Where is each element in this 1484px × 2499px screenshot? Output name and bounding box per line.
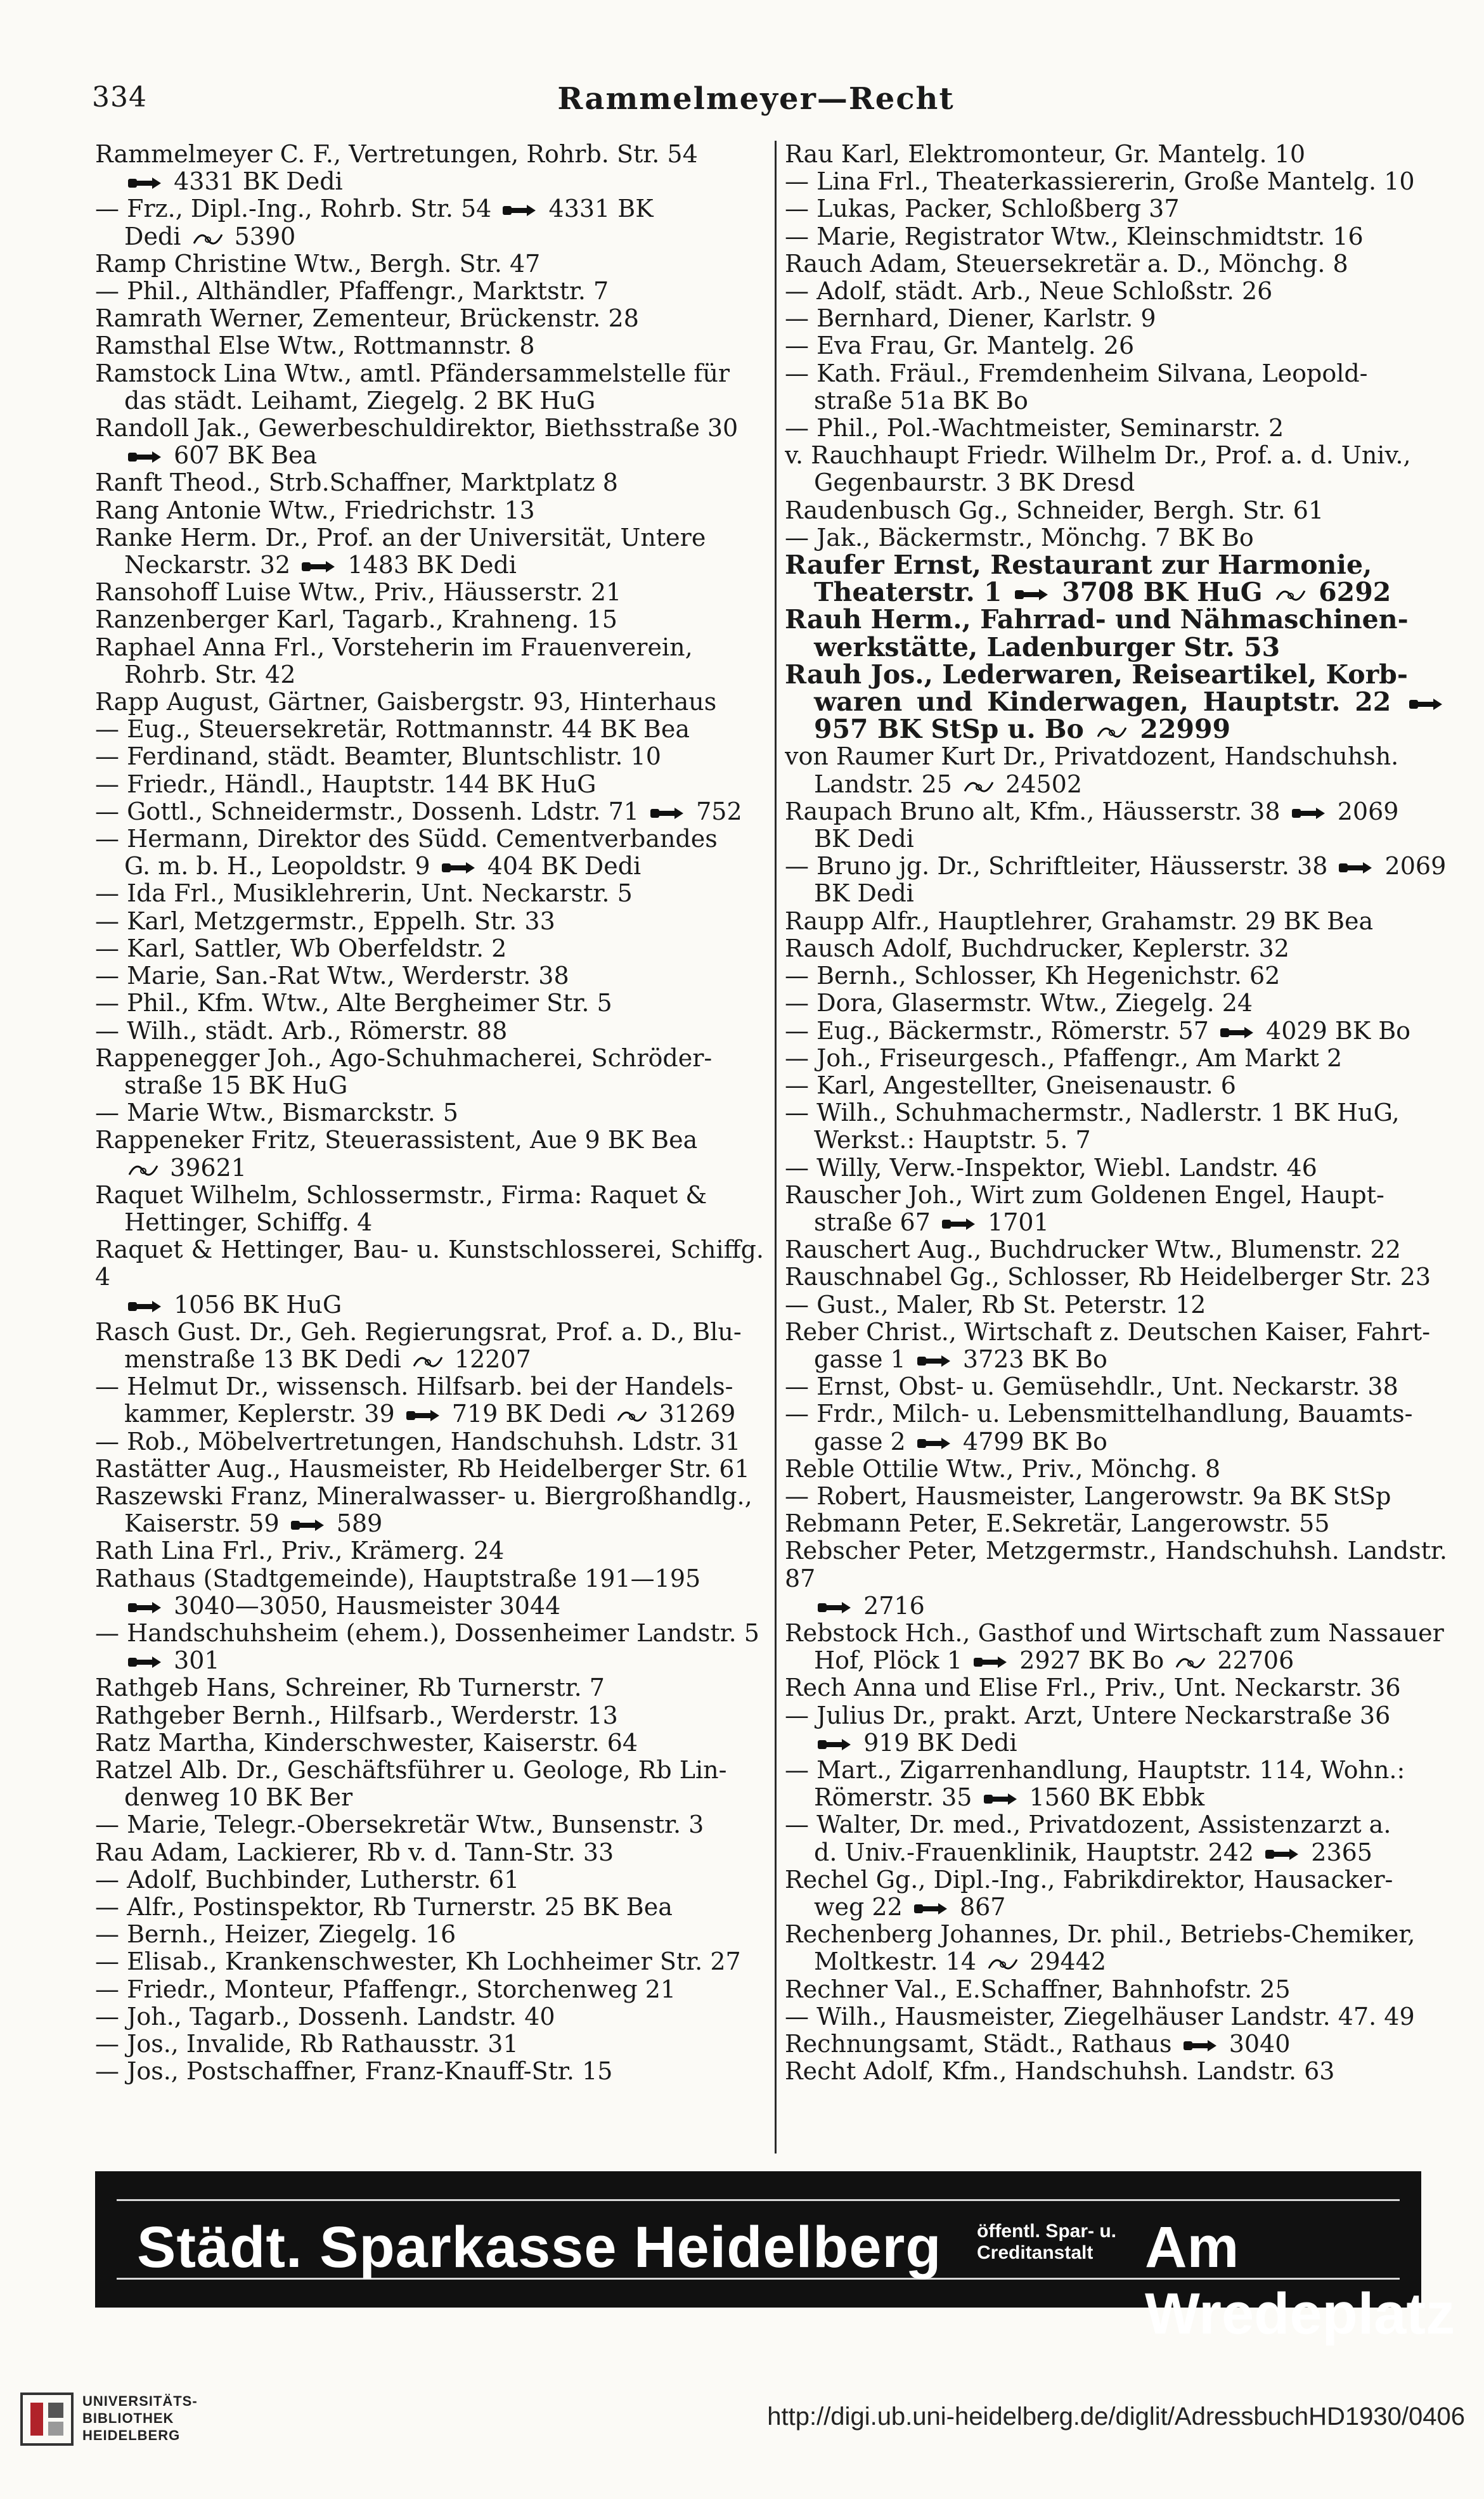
entry-continuation: Römerstr. 35 1560 BK Ebbk — [814, 1783, 1205, 1812]
telephone-icon — [1184, 2038, 1218, 2053]
directory-entry — [95, 798, 764, 825]
entry-continuation: Werkst.: Hauptstr. 5. 7 — [814, 1126, 1091, 1154]
postal-check-icon — [1275, 587, 1306, 604]
entry-text: — Julius Dr., prakt. Arzt, Untere Neckarstraße 36 — [785, 1701, 1391, 1729]
directory-entry — [95, 743, 764, 770]
directory-entry — [95, 1127, 764, 1181]
directory-entry — [785, 798, 1447, 853]
directory-entry — [785, 1182, 1447, 1236]
entry-continuation: BK Dedi — [814, 825, 914, 853]
directory-entry — [785, 415, 1447, 442]
directory-entry — [95, 1182, 764, 1236]
directory-entry — [785, 606, 1447, 661]
directory-entry — [95, 935, 764, 962]
directory-entry — [785, 250, 1447, 278]
entry-text: Ranft Theod., Strb.Schaffner, Marktplatz 8 — [95, 468, 618, 497]
entry-continuation: Dedi 5390 — [124, 222, 296, 250]
entry-text: — Jak., Bäckermstr., Mönchg. 7 BK Bo — [785, 523, 1254, 552]
directory-entry — [95, 1702, 764, 1729]
entry-text: Rausch Adolf, Buchdrucker, Keplerstr. 32 — [785, 934, 1289, 962]
entry-text: Rath Lina Frl., Priv., Krämerg. 24 — [95, 1537, 505, 1565]
entry-text: Ramstock Lina Wtw., amtl. Pfändersammelstelle für — [95, 359, 730, 387]
entry-text: — Karl, Sattler, Wb Oberfeldstr. 2 — [95, 934, 507, 962]
entry-continuation: straße 15 BK HuG — [124, 1071, 348, 1099]
entry-text: — Adolf, städt. Arb., Neue Schloßstr. 26 — [785, 277, 1273, 306]
directory-entry — [95, 825, 764, 880]
entry-text: Rastätter Aug., Hausmeister, Rb Heidelberger Str. 61 — [95, 1454, 750, 1483]
entry-text: — Ferdinand, städt. Beamter, Bluntschlistr. 10 — [95, 742, 661, 771]
directory-entry — [785, 1976, 1447, 2003]
entry-text: Randoll Jak., Gewerbeschuldirektor, Biethsstraße 30 — [95, 414, 739, 442]
entry-continuation: werkstätte, Ladenburger Str. 53 — [814, 631, 1281, 662]
telephone-icon — [128, 1299, 162, 1314]
entry-continuation: gasse 1 3723 BK Bo — [814, 1345, 1107, 1373]
directory-entry — [95, 688, 764, 716]
entry-continuation: Landstr. 25 24502 — [814, 770, 1083, 798]
telephone-icon — [128, 176, 162, 191]
entry-text: Rang Antonie Wtw., Friedrichstr. 13 — [95, 496, 535, 524]
directory-entry — [785, 1099, 1447, 1154]
entry-text: — Jos., Postschaffner, Franz-Knauff-Str. 15 — [95, 2057, 613, 2086]
directory-entry — [785, 360, 1447, 415]
directory-entry — [95, 1236, 764, 1319]
telephone-icon — [406, 1408, 441, 1423]
entry-text: — Lina Frl., Theaterkassiererin, Große Mantelg. 10 — [785, 167, 1415, 196]
entry-text: Rechel Gg., Dipl.-Ing., Fabrikdirektor, Hausacker- — [785, 1865, 1393, 1894]
telephone-icon — [818, 1737, 852, 1752]
directory-entry — [95, 524, 764, 579]
entry-text: — Hermann, Direktor des Südd. Cementverbandes — [95, 825, 718, 853]
entry-continuation: das städt. Leihamt, Ziegelg. 2 BK HuG — [124, 386, 596, 415]
directory-entry — [785, 442, 1447, 496]
entry-continuation: 39621 — [95, 1154, 764, 1182]
postal-check-icon — [617, 1408, 647, 1424]
directory-entry — [95, 1811, 764, 1838]
entry-continuation: Hof, Plöck 1 2927 BK Bo 22706 — [814, 1646, 1294, 1675]
entry-text: Raphael Anna Frl., Vorsteherin im Frauenverein, — [95, 633, 693, 661]
entry-text: — Elisab., Krankenschwester, Kh Lochheimer Str. 27 — [95, 1947, 741, 1976]
entry-text: — Alfr., Postinspektor, Rb Turnerstr. 25 BK Bea — [95, 1893, 673, 1921]
entry-text: Rech Anna und Elise Frl., Priv., Unt. Neckarstr. 36 — [785, 1674, 1401, 1702]
directory-entry — [95, 1319, 764, 1373]
entry-text: Rapp August, Gärtner, Gaisbergstr. 93, Hinterhaus — [95, 688, 717, 716]
banner-name: Städt. Sparkasse Heidelberg — [137, 2215, 942, 2280]
entry-text: Reber Christ., Wirtschaft z. Deutschen Kaiser, Fahrt- — [785, 1317, 1431, 1346]
directory-entry — [785, 1456, 1447, 1483]
directory-entry — [785, 168, 1447, 195]
directory-entry — [95, 1537, 764, 1565]
directory-entry — [785, 1154, 1447, 1182]
directory-entry — [95, 1373, 764, 1428]
directory-entry — [95, 1483, 764, 1537]
entry-text: Rauh Herm., Fahrrad- und Nähmaschinen- — [785, 604, 1409, 635]
directory-entry — [95, 1620, 764, 1674]
directory-entry — [785, 1510, 1447, 1537]
directory-entry — [785, 1702, 1447, 1757]
telephone-icon — [974, 1655, 1008, 1670]
directory-entry — [95, 908, 764, 935]
postal-check-icon — [193, 231, 223, 247]
page-header — [92, 81, 1420, 126]
directory-entry — [785, 1319, 1447, 1373]
directory-entry — [785, 2003, 1447, 2031]
directory-entry — [785, 332, 1447, 359]
entry-continuation: 1056 BK HuG — [95, 1291, 764, 1319]
entry-text: — Phil., Althändler, Pfaffengr., Marktstr. 7 — [95, 277, 609, 306]
banner-subtitle — [977, 2221, 1129, 2264]
entry-text: Rebstock Hch., Gasthof und Wirtschaft zum Nassauer — [785, 1618, 1444, 1647]
entry-continuation: d. Univ.-Frauenklinik, Hauptstr. 242 2365 — [814, 1838, 1372, 1866]
directory-entry — [785, 1620, 1447, 1674]
telephone-icon — [1265, 1847, 1300, 1862]
entry-text: — Handschuhsheim (ehem.), Dossenheimer Landstr. 5 — [95, 1618, 759, 1647]
entry-text: — Eug., Bäckermstr., Römerstr. 57 4029 BK Bo — [785, 1016, 1411, 1045]
entry-text: — Helmut Dr., wissensch. Hilfsarb. bei der Handels- — [95, 1372, 733, 1401]
directory-entry — [785, 223, 1447, 250]
entry-text: — Frz., Dipl.-Ing., Rohrb. Str. 54 4331 BK — [95, 195, 654, 223]
directory-entry — [785, 195, 1447, 223]
directory-entry — [785, 1757, 1447, 1811]
entry-text: — Eug., Steuersekretär, Rottmannstr. 44 BK Bea — [95, 715, 690, 744]
directory-entry — [785, 1263, 1447, 1291]
logo-line-2: BIBLIOTHEK — [82, 2410, 174, 2426]
directory-entry — [95, 1729, 764, 1757]
entry-continuation: BK Dedi — [814, 879, 914, 908]
directory-entry — [785, 743, 1447, 797]
postal-check-icon — [413, 1353, 443, 1370]
directory-entry — [95, 1045, 764, 1099]
logo-line-3: HEIDELBERG — [82, 2427, 181, 2443]
telephone-icon — [917, 1353, 952, 1369]
directory-entry — [785, 1236, 1447, 1263]
entry-text: Rathaus (Stadtgemeinde), Hauptstraße 191—195 — [95, 1564, 701, 1592]
telephone-icon — [917, 1436, 952, 1451]
library-logo — [19, 2379, 222, 2474]
entry-continuation: 919 BK Dedi — [785, 1729, 1447, 1757]
sparkasse-advertisement — [95, 2171, 1455, 2346]
entry-continuation: 4331 BK Dedi — [95, 168, 764, 195]
directory-entry — [785, 853, 1447, 907]
entry-continuation: Hettinger, Schiffg. 4 — [124, 1208, 373, 1236]
entry-text: — Mart., Zigarrenhandlung, Hauptstr. 114, Wohn.: — [785, 1755, 1405, 1784]
entry-text: — Willy, Verw.-Inspektor, Wiebl. Landstr. 46 — [785, 1153, 1317, 1182]
entry-text: — Bernh., Heizer, Ziegelg. 16 — [95, 1920, 456, 1949]
entry-text: — Wilh., Schuhmachermstr., Nadlerstr. 1 BK HuG, — [785, 1099, 1400, 1127]
directory-entry — [785, 1866, 1447, 1921]
entry-text: — Lukas, Packer, Schloßberg 37 — [785, 195, 1180, 223]
directory-entry — [95, 332, 764, 359]
entry-continuation: 3040—3050, Hausmeister 3044 — [95, 1592, 764, 1620]
banner-subtitle-line2: Creditanstalt — [977, 2242, 1094, 2263]
entry-continuation: Rohrb. Str. 42 — [124, 660, 296, 688]
directory-entry — [95, 1674, 764, 1702]
entry-text: v. Rauchhaupt Friedr. Wilhelm Dr., Prof. a. d. Univ., — [785, 441, 1411, 470]
directory-entry — [95, 2058, 764, 2085]
banner-location: Am Wredeplatz — [1145, 2215, 1455, 2346]
entry-text: — Walter, Dr. med., Privatdozent, Assistenzarzt a. — [785, 1811, 1391, 1839]
logo-line-1: UNIVERSITÄTS- — [82, 2393, 198, 2409]
entry-text: — Marie, Registrator Wtw., Kleinschmidtstr. 16 — [785, 222, 1364, 250]
directory-entry — [785, 305, 1447, 332]
entry-text: — Wilh., Hausmeister, Ziegelhäuser Landstr. 47. 49 — [785, 2002, 1415, 2031]
right-column — [785, 141, 1447, 2157]
directory-entry — [785, 1400, 1447, 1455]
entry-text: Rauschnabel Gg., Schlosser, Rb Heidelberger Str. 23 — [785, 1263, 1431, 1291]
directory-entry — [785, 2058, 1447, 2085]
entry-text: — Wilh., städt. Arb., Römerstr. 88 — [95, 1016, 508, 1045]
entry-text: — Ernst, Obst- u. Gemüsehdlr., Unt. Neckarstr. 38 — [785, 1372, 1398, 1401]
directory-entry — [785, 278, 1447, 305]
entry-continuation: Theaterstr. 1 3708 BK HuG 6292 — [814, 577, 1391, 608]
telephone-icon — [914, 1901, 948, 1916]
entry-text: Raudenbusch Gg., Schneider, Bergh. Str. 61 — [785, 496, 1324, 524]
entry-text: Rathgeb Hans, Schreiner, Rb Turnerstr. 7 — [95, 1674, 605, 1702]
directory-entry — [785, 497, 1447, 524]
directory-entry — [95, 415, 764, 469]
directory-entry — [95, 606, 764, 633]
telephone-icon — [650, 806, 685, 821]
entry-text: Ramsthal Else Wtw., Rottmannstr. 8 — [95, 332, 535, 360]
directory-entry — [95, 1948, 764, 1975]
directory-entry — [785, 1072, 1447, 1099]
telephone-icon — [128, 449, 162, 465]
library-logo-icon — [19, 2391, 75, 2447]
entry-text: — Friedr., Monteur, Pfaffengr., Storchenweg 21 — [95, 1975, 676, 2003]
entry-continuation: denweg 10 BK Ber — [124, 1783, 353, 1812]
entry-text: Rammelmeyer C. F., Vertretungen, Rohrb. Str. 54 — [95, 141, 698, 168]
entry-text: — Frdr., Milch- u. Lebensmittelhandlung, Bauamts- — [785, 1400, 1413, 1428]
entry-continuation: Neckarstr. 32 1483 BK Dedi — [124, 551, 517, 579]
directory-entry — [95, 360, 764, 415]
entry-text: Ramp Christine Wtw., Bergh. Str. 47 — [95, 249, 541, 278]
entry-text: — Karl, Metzgermstr., Eppelh. Str. 33 — [95, 907, 555, 935]
entry-text: Raupach Bruno alt, Kfm., Häusserstr. 38 2069 — [785, 797, 1399, 825]
directory-entry — [95, 1976, 764, 2003]
entry-continuation: Gegenbaurstr. 3 BK Dresd — [814, 468, 1135, 497]
entry-text: — Kath. Fräul., Fremdenheim Silvana, Leopold- — [785, 359, 1368, 387]
telephone-icon — [984, 1792, 1018, 1807]
directory-entry — [95, 1757, 764, 1811]
directory-entry — [95, 1921, 764, 1948]
page-number: 334 — [92, 81, 147, 113]
entry-text: — Phil., Pol.-Wachtmeister, Seminarstr. 2 — [785, 414, 1284, 442]
directory-entry — [785, 1811, 1447, 1866]
entry-text: Rappenegger Joh., Ago-Schuhmacherei, Schröder- — [95, 1043, 713, 1072]
entry-text: — Rob., Möbelvertretungen, Handschuhsh. Ldstr. 31 — [95, 1427, 741, 1456]
directory-entry — [785, 1537, 1447, 1620]
directory-entry — [95, 1428, 764, 1456]
column-divider — [775, 141, 777, 2154]
entry-text: — Adolf, Buchbinder, Lutherstr. 61 — [95, 1865, 520, 1894]
directory-entry — [785, 661, 1447, 744]
directory-entry — [785, 1045, 1447, 1072]
left-column — [95, 141, 764, 2157]
entry-text: Rauscher Joh., Wirt zum Goldenen Engel, Haupt- — [785, 1180, 1384, 1209]
entry-text: — Jos., Invalide, Rb Rathausstr. 31 — [95, 2030, 519, 2058]
directory-entry — [95, 579, 764, 606]
directory-entry — [95, 497, 764, 524]
entry-text: Rauschert Aug., Buchdrucker Wtw., Blumenstr. 22 — [785, 1236, 1401, 1264]
directory-entry — [95, 278, 764, 305]
entry-continuation: 2716 — [785, 1592, 1447, 1620]
directory-entry — [95, 716, 764, 743]
directory-entry — [95, 469, 764, 496]
entry-text: Ratzel Alb. Dr., Geschäftsführer u. Geologe, Rb Lin- — [95, 1755, 727, 1784]
directory-entry — [95, 1099, 764, 1127]
postal-check-icon — [1097, 724, 1127, 740]
entry-continuation: kammer, Keplerstr. 39 719 BK Dedi 31269 — [124, 1400, 736, 1428]
entry-text: Ranke Herm. Dr., Prof. an der Universität, Untere — [95, 523, 706, 552]
entry-text: Rechenberg Johannes, Dr. phil., Betriebs-Chemiker, — [785, 1920, 1416, 1949]
entry-continuation: straße 67 1701 — [814, 1208, 1049, 1236]
entry-text: Raufer Ernst, Restaurant zur Harmonie, — [785, 550, 1372, 581]
directory-entry — [95, 305, 764, 332]
entry-text: Rau Karl, Elektromonteur, Gr. Mantelg. 10 — [785, 141, 1305, 168]
entry-text: Raquet Wilhelm, Schlossermstr., Firma: Raquet & — [95, 1180, 707, 1209]
directory-entry — [95, 1839, 764, 1866]
entry-text: — Phil., Kfm. Wtw., Alte Bergheimer Str. 5 — [95, 989, 612, 1017]
directory-entry — [785, 1483, 1447, 1510]
directory-entry — [95, 1017, 764, 1045]
entry-text: — Joh., Tagarb., Dossenh. Landstr. 40 — [95, 2002, 555, 2031]
entry-continuation: Kaiserstr. 59 589 — [124, 1509, 383, 1538]
entry-text: — Marie Wtw., Bismarckstr. 5 — [95, 1099, 458, 1127]
directory-entry — [95, 2031, 764, 2058]
entry-text: — Karl, Angestellter, Gneisenaustr. 6 — [785, 1071, 1236, 1099]
entry-text: — Eva Frau, Gr. Mantelg. 26 — [785, 332, 1135, 360]
banner-subtitle-line1: öffentl. Spar- u. — [977, 2221, 1116, 2242]
directory-entry — [785, 990, 1447, 1017]
directory-entry — [95, 1866, 764, 1894]
postal-check-icon — [1175, 1655, 1206, 1671]
directory-entry — [95, 1565, 764, 1620]
postal-check-icon — [128, 1162, 158, 1178]
telephone-icon — [442, 860, 476, 875]
directory-entry — [785, 935, 1447, 962]
entry-text: Raquet & Hettinger, Bau- u. Kunstschlosserei, Schiffg. 4 — [95, 1236, 764, 1291]
library-logo-text — [82, 2392, 198, 2444]
entry-text: von Raumer Kurt Dr., Privatdozent, Handschuhsh. — [785, 742, 1399, 771]
directory-entry — [785, 552, 1447, 606]
entry-text: Rasch Gust. Dr., Geh. Regierungsrat, Prof. a. D., Blu- — [95, 1317, 742, 1346]
telephone-icon — [1339, 860, 1373, 875]
directory-entry — [95, 880, 764, 907]
directory-entry — [95, 771, 764, 798]
entry-continuation: G. m. b. H., Leopoldstr. 9 404 BK Dedi — [124, 852, 642, 881]
entry-text: — Gust., Maler, Rb St. Peterstr. 12 — [785, 1290, 1206, 1319]
entry-text: — Bruno jg. Dr., Schriftleiter, Häusserstr. 38 2069 — [785, 852, 1447, 881]
entry-text: Rebscher Peter, Metzgermstr., Handschuhsh. Landstr. 87 — [785, 1537, 1447, 1592]
telephone-icon — [1015, 587, 1049, 602]
directory-entry — [95, 962, 764, 990]
entry-text: Rauh Jos., Lederwaren, Reiseartikel, Korb- — [785, 659, 1408, 690]
entry-text: Ransohoff Luise Wtw., Priv., Häusserstr. 21 — [95, 578, 622, 607]
entry-text: Rauch Adam, Steuersekretär a. D., Mönchg. 8 — [785, 249, 1348, 278]
directory-entry — [95, 141, 764, 195]
entry-continuation: 607 BK Bea — [95, 442, 764, 469]
telephone-icon — [291, 1518, 325, 1533]
telephone-icon — [818, 1600, 852, 1615]
entry-text: Ranzenberger Karl, Tagarb., Krahneng. 15 — [95, 605, 617, 634]
directory-entry — [785, 908, 1447, 935]
entry-text: Raszewski Franz, Mineralwasser- u. Biergroßhandlg., — [95, 1482, 752, 1510]
directory-entry — [785, 524, 1447, 552]
directory-entry — [95, 634, 764, 688]
telephone-icon — [128, 1600, 162, 1615]
telephone-icon — [1409, 697, 1443, 712]
postal-check-icon — [964, 778, 994, 795]
entry-text: — Ida Frl., Musiklehrerin, Unt. Neckarstr. 5 — [95, 879, 633, 908]
telephone-icon — [942, 1217, 976, 1232]
entry-text: — Dora, Glasermstr. Wtw., Ziegelg. 24 — [785, 989, 1253, 1017]
entry-text: — Friedr., Händl., Hauptstr. 144 BK HuG — [95, 770, 597, 798]
directory-entry — [785, 1017, 1447, 1045]
entry-continuation: 301 — [95, 1647, 764, 1674]
entry-text: — Gottl., Schneidermstr., Dossenh. Ldstr. 71 752 — [95, 797, 742, 825]
telephone-icon — [503, 203, 537, 218]
telephone-icon — [128, 1655, 162, 1670]
entry-text: Rathgeber Bernh., Hilfsarb., Werderstr. 13 — [95, 1701, 618, 1729]
directory-entry — [95, 2003, 764, 2031]
telephone-icon — [302, 559, 336, 574]
directory-entry — [95, 250, 764, 278]
entry-text: — Bernhard, Diener, Karlstr. 9 — [785, 304, 1156, 333]
postal-check-icon — [988, 1956, 1018, 1972]
directory-entry — [785, 1291, 1447, 1319]
entry-continuation: straße 51a BK Bo — [814, 386, 1028, 415]
running-head: Rammelmeyer—Recht — [557, 81, 955, 117]
entry-text: — Bernh., Schlosser, Kh Hegenichstr. 62 — [785, 962, 1281, 990]
entry-text: Recht Adolf, Kfm., Handschuhsh. Landstr. 63 — [785, 2057, 1335, 2086]
directory-entry — [95, 1894, 764, 1921]
directory-entry — [785, 2031, 1447, 2058]
entry-text: Reble Ottilie Wtw., Priv., Mönchg. 8 — [785, 1454, 1221, 1483]
entry-text: Ratz Martha, Kinderschwester, Kaiserstr. 64 — [95, 1728, 638, 1757]
entry-text: — Joh., Friseurgesch., Pfaffengr., Am Markt 2 — [785, 1043, 1343, 1072]
entry-text: Ramrath Werner, Zementeur, Brückenstr. 28 — [95, 304, 639, 333]
telephone-icon — [1220, 1025, 1255, 1040]
telephone-icon — [1292, 806, 1326, 821]
directory-entry — [785, 962, 1447, 990]
entry-text: Rappeneker Fritz, Steuerassistent, Aue 9 BK Bea — [95, 1126, 698, 1154]
entry-text: Rebmann Peter, E.Sekretär, Langerowstr. 55 — [785, 1509, 1330, 1538]
entry-continuation: waren und Kinderwagen, Hauptstr. 22 957 BK StSp u. Bo 22999 — [785, 688, 1447, 743]
entry-text: — Robert, Hausmeister, Langerowstr. 9a BK StSp — [785, 1482, 1391, 1510]
entry-text: Raupp Alfr., Hauptlehrer, Grahamstr. 29 BK Bea — [785, 907, 1374, 935]
entry-text: — Marie, San.-Rat Wtw., Werderstr. 38 — [95, 962, 569, 990]
entry-text: Rechnungsamt, Städt., Rathaus 3040 — [785, 2030, 1291, 2058]
directory-entry — [95, 195, 764, 250]
directory-entry — [785, 141, 1447, 168]
directory-entry — [785, 1921, 1447, 1975]
entry-continuation: gasse 2 4799 BK Bo — [814, 1427, 1107, 1456]
entry-text: — Marie, Telegr.-Obersekretär Wtw., Bunsenstr. 3 — [95, 1811, 704, 1839]
entry-continuation: Moltkestr. 14 29442 — [814, 1947, 1107, 1976]
entry-text: Rau Adam, Lackierer, Rb v. d. Tann-Str. 33 — [95, 1838, 614, 1866]
directory-entry — [95, 990, 764, 1017]
entry-continuation: menstraße 13 BK Dedi 12207 — [124, 1345, 531, 1373]
directory-entry — [95, 1456, 764, 1483]
entry-continuation: weg 22 867 — [814, 1893, 1006, 1921]
entry-text: Rechner Val., E.Schaffner, Bahnhofstr. 25 — [785, 1975, 1291, 2003]
source-url[interactable]: http://digi.ub.uni-heidelberg.de/diglit/AdressbuchHD1930/0406 — [767, 2403, 1465, 2431]
directory-entry — [785, 1674, 1447, 1702]
directory-entry — [785, 1373, 1447, 1400]
